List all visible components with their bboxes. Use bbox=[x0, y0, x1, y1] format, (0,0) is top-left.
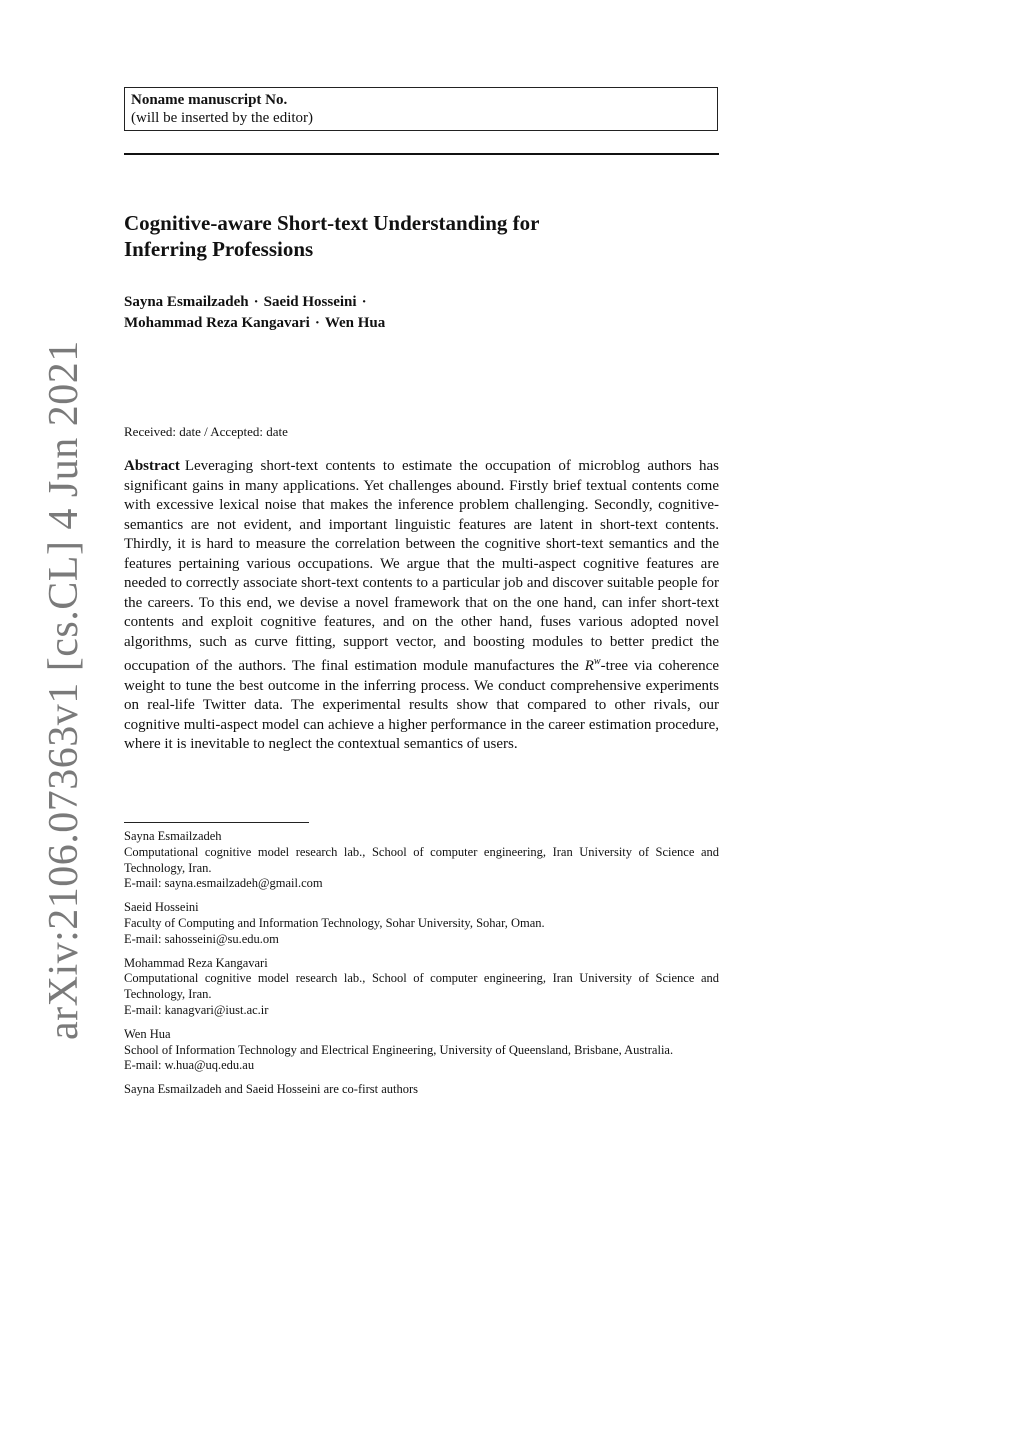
affiliation-email: E-mail: w.hua@uq.edu.au bbox=[124, 1058, 255, 1073]
editor-note: (will be inserted by the editor) bbox=[131, 110, 314, 126]
manuscript-number-box bbox=[124, 87, 718, 131]
author-name: Saeid Hosseini bbox=[263, 294, 357, 310]
abstract-text-part-2: -tree via coherence weight to tune the best outcome in the inferring process. We conduct comprehensive experiments on real-life Twitter data. The experimental results show that compared to other rivals, our cognitive multi-aspect model can achieve a higher performance in the career estimation procedure, where it is inevitable to neglect the contextual semantics of users. bbox=[124, 658, 719, 752]
affiliation-block bbox=[124, 956, 719, 1019]
affiliation-address: School of Information Technology and Electrical Engineering, University of Queensland, Brisbane, Australia. bbox=[124, 1042, 674, 1057]
affiliation-email: E-mail: sahosseini@su.edu.om bbox=[124, 931, 279, 946]
paper-title bbox=[124, 210, 719, 262]
affiliation-address: Computational cognitive model research lab., School of computer engineering, Iran University of Science and Technology, Iran. bbox=[124, 971, 719, 1002]
manuscript-label: Noname manuscript No. bbox=[131, 92, 288, 108]
affiliation-block bbox=[124, 1027, 719, 1074]
abstract-label: Abstract bbox=[124, 458, 180, 474]
title-line-2: Inferring Professions bbox=[124, 237, 314, 261]
abstract-text-part-1: Leveraging short-text contents to estimate the occupation of microblog authors has significant gains in many applications. Yet challenges abound. Firstly brief textual contents come with excessive lexical noise that makes the inference problem challenging. Secondly, cognitive-semantics are not evident, and important linguistic features are latent in short-text contents. Thirdly, it is hard to measure the correlation between the cognitive short-text semantics and the features pertaining various occupations. We argue that the multi-aspect cognitive features are needed to correctly associate short-text contents to a particular job and discover suitable people for the careers. To this end, we devise a novel framework that on the one hand, can infer short-text contents and exploit cognitive features, and on the other hand, fuses various adopted novel algorithms, such as curve fitting, support vector, and boosting modules to better predict the occupation of the authors. The final estimation module manufactures the bbox=[124, 458, 719, 674]
affiliation-name: Mohammad Reza Kangavari bbox=[124, 955, 268, 970]
affiliation-email: E-mail: kanagvari@iust.ac.ir bbox=[124, 1002, 269, 1017]
author-separator: · bbox=[314, 315, 320, 331]
affiliation-address: Faculty of Computing and Information Technology, Sohar University, Sohar, Oman. bbox=[124, 915, 545, 930]
affiliation-name: Wen Hua bbox=[124, 1026, 171, 1041]
affiliation-email: E-mail: sayna.esmailzadeh@gmail.com bbox=[124, 876, 323, 891]
header-rule bbox=[124, 153, 719, 155]
author-name: Sayna Esmailzadeh bbox=[124, 294, 249, 310]
affiliation-block bbox=[124, 829, 719, 892]
math-r-w bbox=[585, 658, 601, 674]
title-line-1: Cognitive-aware Short-text Understanding for bbox=[124, 211, 540, 235]
author-name: Mohammad Reza Kangavari bbox=[124, 315, 310, 331]
math-superscript: w bbox=[593, 656, 601, 667]
author-separator: · bbox=[361, 294, 367, 310]
affiliations bbox=[124, 829, 719, 1098]
author-name: Wen Hua bbox=[324, 315, 386, 331]
author-separator: · bbox=[253, 294, 259, 310]
affiliation-block bbox=[124, 900, 719, 947]
abstract bbox=[124, 457, 719, 755]
received-accepted-dates: Received: date / Accepted: date bbox=[124, 424, 288, 439]
math-base: R bbox=[584, 658, 594, 674]
affiliation-name: Sayna Esmailzadeh bbox=[124, 829, 222, 843]
footnote-rule bbox=[124, 822, 309, 823]
author-list bbox=[124, 292, 719, 334]
arxiv-identifier-stamp: arXiv:2106.07363v1 [cs.CL] 4 Jun 2021 bbox=[41, 340, 87, 1040]
co-first-authors-note: Sayna Esmailzadeh and Saeid Hosseini are co-first authors bbox=[124, 1082, 419, 1097]
affiliation-address: Computational cognitive model research lab., School of computer engineering, Iran University of Science and Technology, Iran. bbox=[124, 844, 719, 875]
affiliation-name: Saeid Hosseini bbox=[124, 900, 199, 915]
